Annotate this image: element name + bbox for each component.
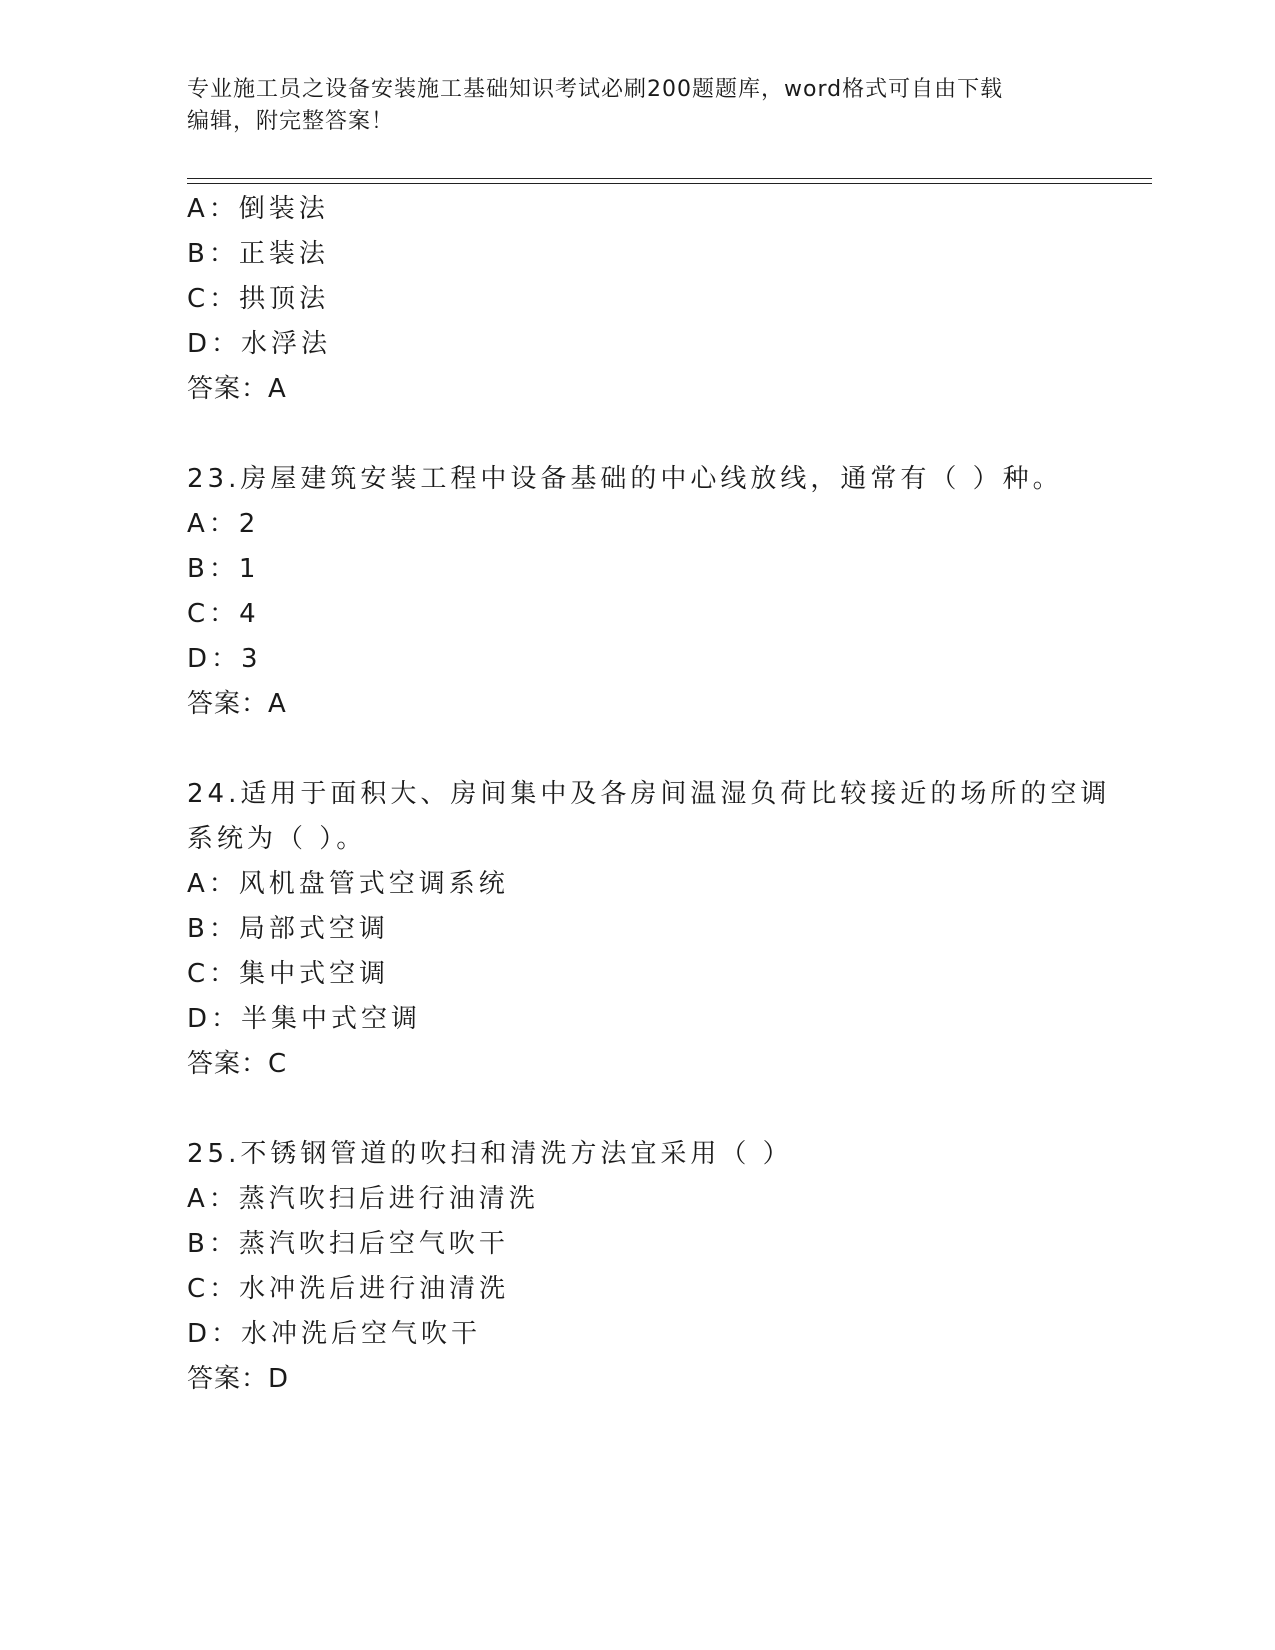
q25-question: 25.不锈钢管道的吹扫和清洗方法宜采用（ ） <box>187 1139 793 1169</box>
header-divider-top <box>187 178 1152 179</box>
q23-question: 23.房屋建筑安装工程中设备基础的中心线放线，通常有（ ）种。 <box>187 464 1063 494</box>
q22-option-b: B：正装法 <box>187 239 329 269</box>
document-header <box>187 74 1067 138</box>
q25-option-b: B：蒸汽吹扫后空气吹干 <box>187 1229 509 1259</box>
q24-question-line-2: 系统为（ ）。 <box>187 824 367 854</box>
q23-option-c: C：4 <box>187 599 260 629</box>
q24-answer: 答案：C <box>187 1049 288 1079</box>
q25-option-a: A：蒸汽吹扫后进行油清洗 <box>187 1184 539 1214</box>
q24-option-c: C：集中式空调 <box>187 959 390 989</box>
q23-option-d: D：3 <box>187 644 262 674</box>
header-line-1: 专业施工员之设备安装施工基础知识考试必刷200题题库，word格式可自由下载 <box>187 77 1004 102</box>
q24-option-d: D：半集中式空调 <box>187 1004 422 1034</box>
q22-answer: 答案：A <box>187 374 287 404</box>
q22-option-c: C：拱顶法 <box>187 284 330 314</box>
q25-option-d: D：水冲洗后空气吹干 <box>187 1319 482 1349</box>
q24-question-line-1: 24.适用于面积大、房间集中及各房间温湿负荷比较接近的场所的空调 <box>187 779 1111 809</box>
q23-answer: 答案：A <box>187 689 287 719</box>
q25-answer: 答案：D <box>187 1364 290 1394</box>
q23-option-b: B：1 <box>187 554 260 584</box>
header-divider-bottom <box>187 183 1152 184</box>
q23-option-a: A：2 <box>187 509 260 539</box>
q24-option-b: B：局部式空调 <box>187 914 389 944</box>
q25-option-c: C：水冲洗后进行油清洗 <box>187 1274 510 1304</box>
q22-option-a: A：倒装法 <box>187 194 329 224</box>
header-line-2: 编辑，附完整答案！ <box>187 109 395 134</box>
q24-option-a: A：风机盘管式空调系统 <box>187 869 509 899</box>
q22-option-d: D：水浮法 <box>187 329 332 359</box>
